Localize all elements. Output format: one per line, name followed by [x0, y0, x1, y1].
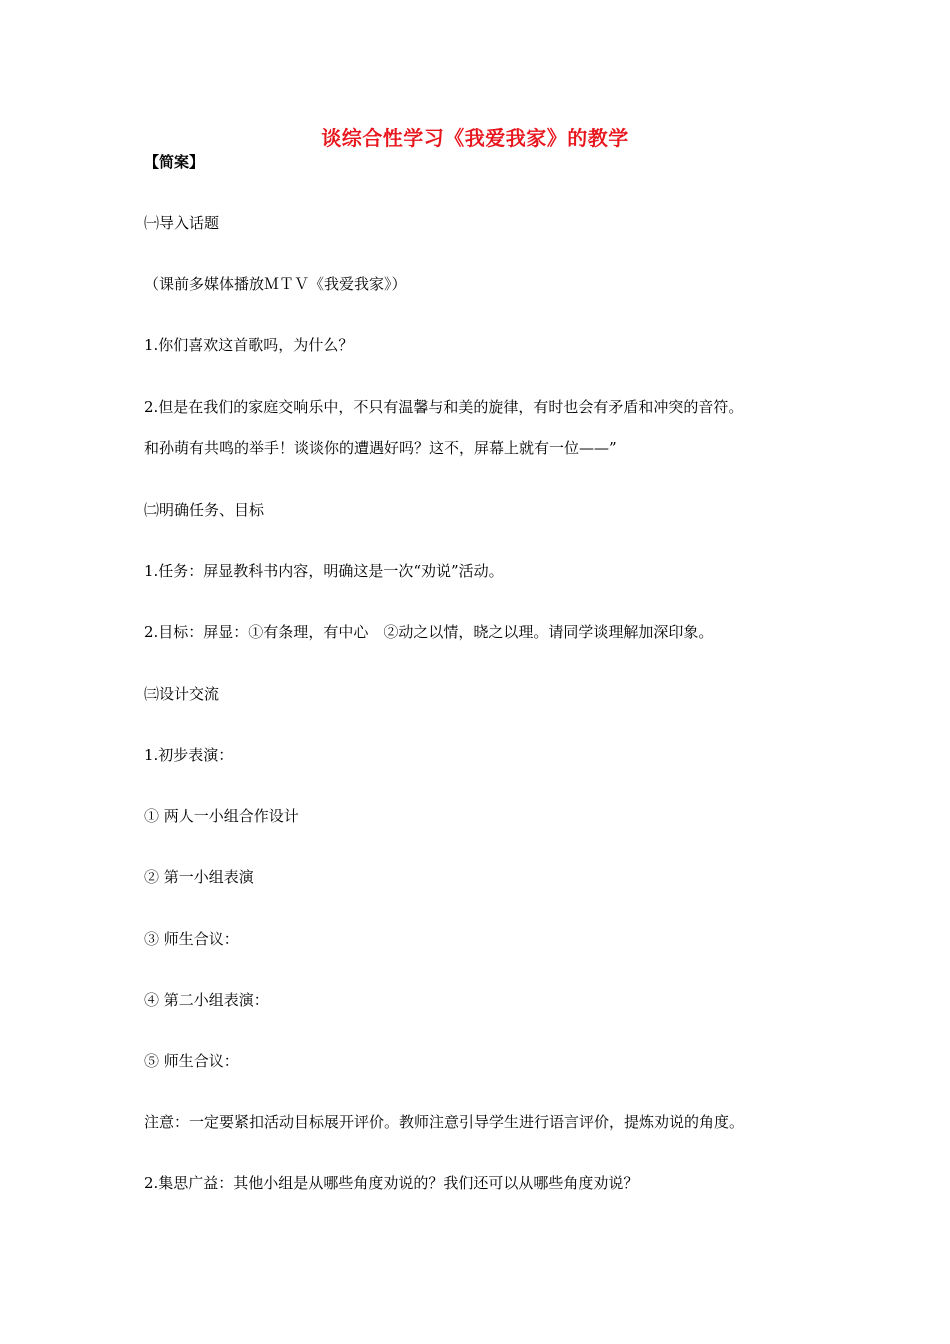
- list-item: ⑤ 师生合议：: [144, 1052, 239, 1070]
- section-label: 【简案】: [144, 153, 205, 171]
- paragraph: 1.初步表演：: [144, 746, 234, 764]
- paragraph: （课前多媒体播放ＭＴＶ《我爱我家》）: [144, 275, 407, 293]
- heading-1: ㈠导入话题: [144, 214, 220, 232]
- paragraph: 1.你们喜欢这首歌吗，为什么？: [144, 336, 354, 354]
- heading-2: ㈡明确任务、目标: [144, 501, 265, 519]
- list-item: ③ 师生合议：: [144, 930, 239, 948]
- document-title: 谈综合性学习《我爱我家》的教学: [321, 126, 629, 150]
- paragraph: 和孙萌有共鸣的举手！谈谈你的遭遇好吗？这不，屏幕上就有一位——”: [144, 439, 617, 457]
- paragraph: 2.目标：屏显：①有条理，有中心 ②动之以情，晓之以理。请同学谈理解加深印象。: [144, 623, 714, 641]
- paragraph: 1.任务：屏显教科书内容，明确这是一次“劝说”活动。: [144, 562, 504, 580]
- list-item: ① 两人一小组合作设计: [144, 807, 299, 825]
- paragraph: 注意：一定要紧扣活动目标展开评价。教师注意引导学生进行语言评价，提炼劝说的角度。: [144, 1113, 745, 1131]
- list-item: ④ 第二小组表演：: [144, 991, 269, 1009]
- paragraph: 2.集思广益：其他小组是从哪些角度劝说的？我们还可以从哪些角度劝说？: [144, 1174, 639, 1192]
- heading-3: ㈢设计交流: [144, 685, 220, 703]
- paragraph: 2.但是在我们的家庭交响乐中，不只有温馨与和美的旋律，有时也会有矛盾和冲突的音符。: [144, 398, 744, 416]
- list-item: ② 第一小组表演: [144, 868, 254, 886]
